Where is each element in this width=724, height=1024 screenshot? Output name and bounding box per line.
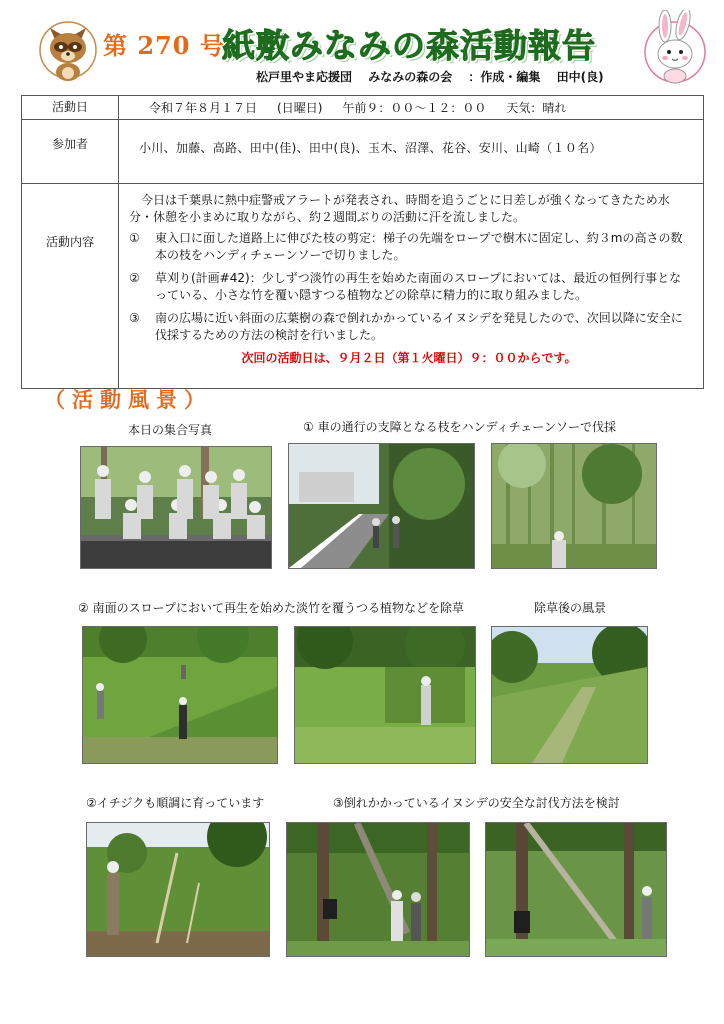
date-value [119, 96, 704, 120]
group-name: みなみの森の会 [368, 70, 453, 84]
activity-time: 午前９：００〜１２：００ [342, 101, 487, 115]
editor-name: 田中(良) [556, 70, 604, 84]
date-label: 活動日 [22, 96, 119, 120]
caption-tree-plan: ③倒れかかっているイヌシデの安全な討伐方法を検討 [333, 796, 620, 810]
activity-weather: 天気：晴れ [506, 101, 567, 115]
activity-date: 令和７年８月１７日 [149, 101, 258, 115]
tanuki-mascot-icon [38, 14, 98, 86]
content-value [119, 184, 704, 389]
participants-row [22, 120, 704, 184]
leaning-tree-photo [485, 822, 667, 957]
byline [256, 68, 616, 85]
participants-label: 参加者 [22, 120, 119, 184]
item-number: ① [129, 231, 140, 245]
rabbit-mascot-icon [643, 10, 707, 86]
item-text: 草刈り(計画#42)：少しずつ淡竹の再生を始めた南面のスロープにおいては、最近の恒例行事となっている、小さな竹を覆い隠すつる植物などの除草に精力的に取り組みました。 [155, 271, 682, 302]
next-activity-notice: 次回の活動日は、９月２日（第１火曜日）９：００からです。 [241, 351, 577, 365]
fig-tree-photo [86, 822, 270, 957]
content-item [129, 230, 689, 264]
caption-after-weeding: 除草後の風景 [534, 601, 607, 615]
weeding-closeup-photo [294, 626, 476, 764]
item-text: 南の広場に近い斜面の広葉樹の森で倒れかかっているイヌシデを発見したので、次回以降に安全に伐採するための方法の検討を行いました。 [155, 311, 683, 342]
content-label: 活動内容 [22, 184, 119, 389]
activity-weekday: (日曜日) [277, 101, 323, 115]
caption-group-photo: 本日の集合写真 [128, 423, 213, 437]
page-title: 紙敷みなみの森活動報告 [222, 26, 596, 65]
caption-branch-cut: ① 車の通行の支障となる枝をハンディチェーンソーで伐採 [303, 420, 617, 434]
chainsaw-cutting-photo [491, 443, 657, 569]
slope-weeding-photo [82, 626, 278, 764]
scenery-heading: （活動風景） [44, 388, 212, 412]
caption-fig: ②イチジクも順調に育っています [86, 796, 265, 810]
roadside-photo [288, 443, 475, 569]
organization-name: 松戸里やま応援団 [256, 70, 353, 84]
after-weeding-photo [491, 626, 648, 764]
caption-weeding: ② 南面のスロープにおいて再生を始めた淡竹を覆うつる植物などを除草 [78, 601, 464, 615]
date-row [22, 96, 704, 120]
activity-info-table [21, 95, 704, 389]
editor-label: ：作成・編集 [468, 70, 541, 84]
content-item [129, 270, 689, 304]
tree-inspection-photo [286, 822, 470, 957]
content-item [129, 310, 689, 344]
item-number: ② [129, 271, 140, 285]
content-intro: 今日は千葉県に熱中症警戒アラートが発表され、時間を追うごとに日差しが強くなってきたため水分・休憩を小まめに取りながら、約２週間ぶりの活動に汗を流しました。 [129, 193, 670, 224]
item-text: 東入口に面した道路上に伸びた枝の剪定：梯子の先端をロープで樹木に固定し、約３mの高さの数本の枝をハンディチェーンソーで切りました。 [155, 231, 683, 262]
group-photo [80, 446, 272, 569]
content-row [22, 184, 704, 389]
participants-value: 小川、加藤、高路、田中(佳)、田中(良)、玉木、沼澤、花谷、安川、山崎（１０名） [119, 120, 704, 184]
item-number: ③ [129, 311, 140, 325]
issue-number: 第 270 号 [103, 31, 225, 60]
